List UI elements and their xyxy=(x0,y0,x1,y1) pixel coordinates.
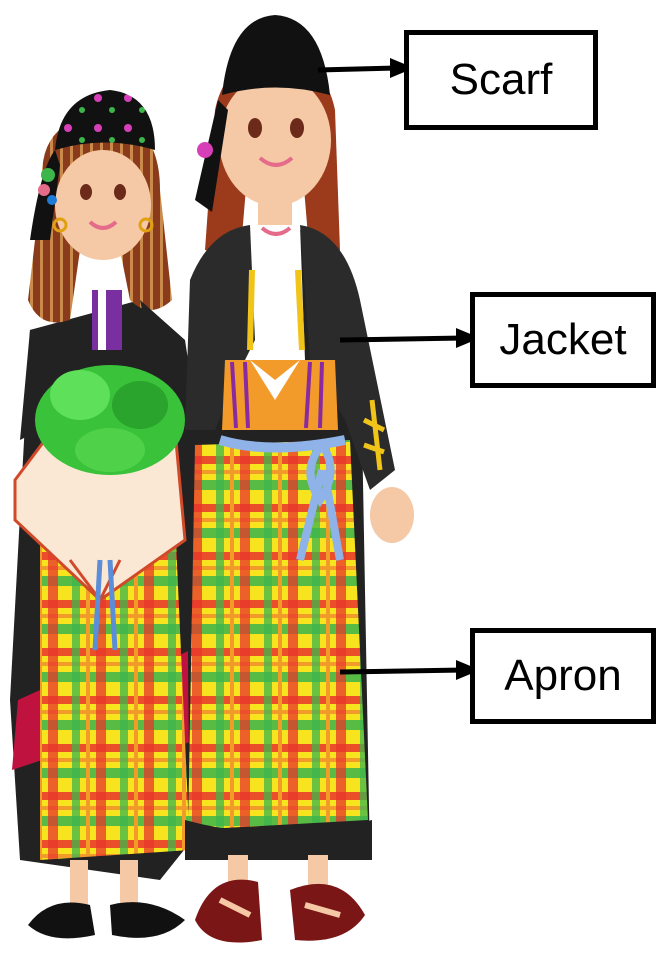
tall-girl-apron xyxy=(188,440,368,830)
tall-girl-figure xyxy=(185,15,414,943)
arrow-scarf xyxy=(318,58,414,78)
label-apron xyxy=(470,628,656,724)
label-apron-text: Apron xyxy=(504,651,622,700)
tall-girl-scarf xyxy=(222,15,330,95)
label-jacket-text: Jacket xyxy=(499,315,627,364)
small-girl-figure xyxy=(10,90,200,938)
label-jacket xyxy=(470,292,656,388)
label-scarf-text: Scarf xyxy=(449,55,553,104)
label-scarf xyxy=(404,30,598,130)
